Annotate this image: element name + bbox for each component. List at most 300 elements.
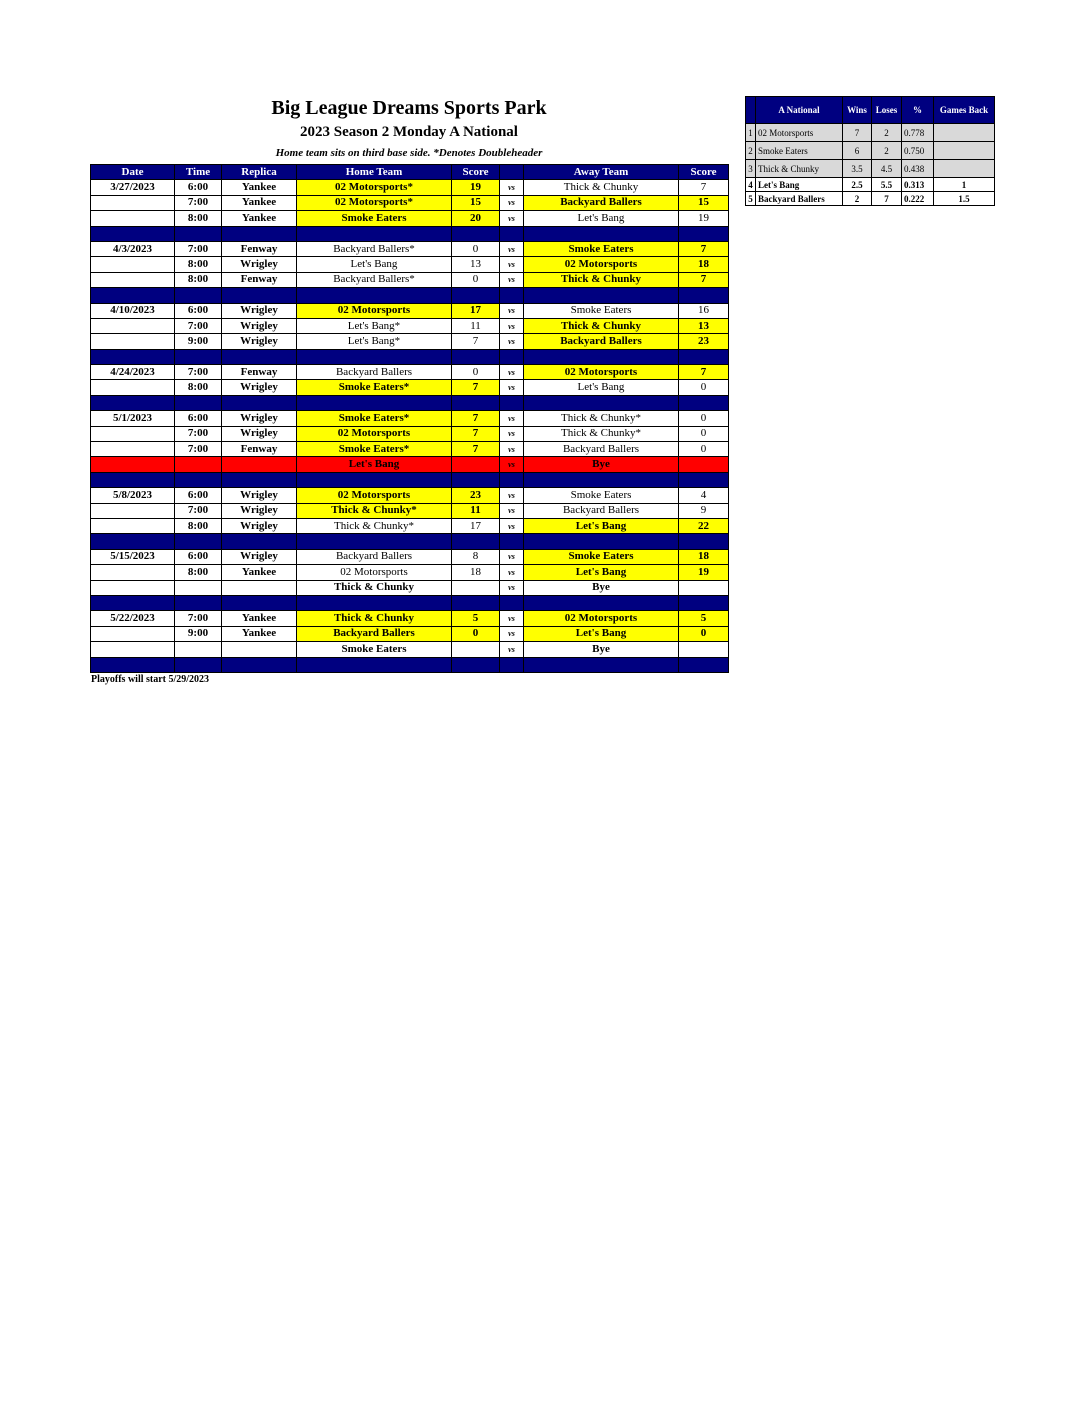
away-team-cell: Let's Bang xyxy=(524,565,679,580)
replica-cell xyxy=(222,642,297,657)
vs-label: vs xyxy=(500,241,524,256)
time-cell: 8:00 xyxy=(175,380,222,395)
vs-label: vs xyxy=(500,303,524,318)
replica-cell: Wrigley xyxy=(222,426,297,441)
standings-table xyxy=(745,96,995,206)
date-cell: 4/10/2023 xyxy=(91,303,175,318)
date-cell xyxy=(91,380,175,395)
replica-cell: Wrigley xyxy=(222,257,297,272)
separator-cell xyxy=(297,288,452,303)
standings-pct-cell: 0.438 xyxy=(902,160,934,178)
away-team-cell: 02 Motorsports xyxy=(524,365,679,380)
home-score-cell: 0 xyxy=(452,626,500,641)
standings-rank-header xyxy=(746,97,756,124)
date-cell: 5/1/2023 xyxy=(91,411,175,426)
standings-games-back-cell xyxy=(934,124,995,142)
time-cell: 7:00 xyxy=(175,195,222,210)
time-cell: 6:00 xyxy=(175,411,222,426)
column-header-date: Date xyxy=(91,165,175,180)
replica-cell: Wrigley xyxy=(222,549,297,564)
separator-cell xyxy=(679,349,729,364)
replica-cell: Yankee xyxy=(222,195,297,210)
time-cell: 6:00 xyxy=(175,303,222,318)
week-separator-row xyxy=(91,472,729,487)
separator-cell xyxy=(91,657,175,672)
home-team-cell: Backyard Ballers xyxy=(297,365,452,380)
separator-cell xyxy=(222,395,297,410)
time-cell: 9:00 xyxy=(175,334,222,349)
date-cell xyxy=(91,457,175,472)
vs-label: vs xyxy=(500,580,524,595)
replica-cell: Wrigley xyxy=(222,380,297,395)
game-row xyxy=(91,272,729,287)
schedule-table xyxy=(90,164,729,673)
home-score-cell: 17 xyxy=(452,303,500,318)
separator-cell xyxy=(524,657,679,672)
game-row xyxy=(91,518,729,533)
replica-cell: Wrigley xyxy=(222,411,297,426)
standings-pct-cell: 0.222 xyxy=(902,192,934,206)
home-score-cell: 7 xyxy=(452,426,500,441)
game-row xyxy=(91,380,729,395)
standings-wins-cell: 3.5 xyxy=(843,160,872,178)
replica-cell: Wrigley xyxy=(222,318,297,333)
home-team-cell: Smoke Eaters* xyxy=(297,380,452,395)
away-score-cell: 22 xyxy=(679,518,729,533)
separator-cell xyxy=(297,226,452,241)
vs-label: vs xyxy=(500,257,524,272)
away-team-cell: Thick & Chunky xyxy=(524,180,679,195)
standings-row xyxy=(746,142,995,160)
time-cell: 7:00 xyxy=(175,318,222,333)
game-row xyxy=(91,303,729,318)
separator-cell xyxy=(175,472,222,487)
game-row xyxy=(91,318,729,333)
bye-row xyxy=(91,642,729,657)
away-score-cell: 13 xyxy=(679,318,729,333)
home-score-cell: 7 xyxy=(452,380,500,395)
replica-cell: Yankee xyxy=(222,180,297,195)
home-team-cell: Backyard Ballers* xyxy=(297,241,452,256)
replica-cell: Yankee xyxy=(222,611,297,626)
away-score-cell: 7 xyxy=(679,365,729,380)
time-cell: 7:00 xyxy=(175,365,222,380)
home-score-cell: 8 xyxy=(452,549,500,564)
standings-loses-cell: 2 xyxy=(872,142,902,160)
home-team-cell: Smoke Eaters* xyxy=(297,442,452,457)
column-header-away-team: Away Team xyxy=(524,165,679,180)
date-cell: 5/15/2023 xyxy=(91,549,175,564)
away-score-cell: 7 xyxy=(679,241,729,256)
week-separator-row xyxy=(91,534,729,549)
separator-cell xyxy=(500,472,524,487)
away-score-cell: 0 xyxy=(679,380,729,395)
separator-cell xyxy=(452,288,500,303)
replica-cell xyxy=(222,457,297,472)
separator-cell xyxy=(175,657,222,672)
away-score-cell: 23 xyxy=(679,334,729,349)
away-team-cell: Thick & Chunky xyxy=(524,272,679,287)
separator-cell xyxy=(524,226,679,241)
replica-cell: Fenway xyxy=(222,241,297,256)
time-cell: 9:00 xyxy=(175,626,222,641)
date-cell xyxy=(91,318,175,333)
home-team-cell: 02 Motorsports xyxy=(297,303,452,318)
separator-cell xyxy=(452,349,500,364)
separator-cell xyxy=(91,595,175,610)
game-row xyxy=(91,611,729,626)
away-team-cell: 02 Motorsports xyxy=(524,257,679,272)
away-score-cell: 0 xyxy=(679,626,729,641)
separator-cell xyxy=(91,534,175,549)
replica-cell: Yankee xyxy=(222,211,297,226)
game-row xyxy=(91,211,729,226)
vs-label: vs xyxy=(500,318,524,333)
game-row xyxy=(91,411,729,426)
vs-label: vs xyxy=(500,518,524,533)
away-score-cell xyxy=(679,580,729,595)
game-row xyxy=(91,549,729,564)
vs-label: vs xyxy=(500,211,524,226)
away-score-cell: 7 xyxy=(679,272,729,287)
column-header-home-score: Score xyxy=(452,165,500,180)
standings-pct-cell: 0.313 xyxy=(902,178,934,192)
separator-cell xyxy=(222,226,297,241)
standings-loses-cell: 5.5 xyxy=(872,178,902,192)
column-header-replica: Replica xyxy=(222,165,297,180)
home-score-cell: 7 xyxy=(452,334,500,349)
away-score-cell: 15 xyxy=(679,195,729,210)
date-cell xyxy=(91,211,175,226)
column-header-vs xyxy=(500,165,524,180)
page-subtitle: 2023 Season 2 Monday A National xyxy=(300,124,518,140)
vs-label: vs xyxy=(500,272,524,287)
home-team-cell: 02 Motorsports xyxy=(297,488,452,503)
away-team-cell: Backyard Ballers xyxy=(524,195,679,210)
away-score-cell: 16 xyxy=(679,303,729,318)
separator-cell xyxy=(679,472,729,487)
home-score-cell: 7 xyxy=(452,442,500,457)
separator-cell xyxy=(175,595,222,610)
separator-cell xyxy=(297,472,452,487)
vs-label: vs xyxy=(500,488,524,503)
date-cell xyxy=(91,580,175,595)
standings-row xyxy=(746,178,995,192)
vs-label: vs xyxy=(500,365,524,380)
replica-cell: Fenway xyxy=(222,442,297,457)
away-team-cell: Smoke Eaters xyxy=(524,303,679,318)
playoffs-note: Playoffs will start 5/29/2023 xyxy=(91,674,210,685)
standings-rank-cell: 5 xyxy=(746,192,756,206)
away-team-cell: Let's Bang xyxy=(524,211,679,226)
game-row xyxy=(91,565,729,580)
date-cell: 5/22/2023 xyxy=(91,611,175,626)
replica-cell: Fenway xyxy=(222,365,297,380)
separator-cell xyxy=(500,534,524,549)
time-cell: 8:00 xyxy=(175,272,222,287)
standings-team-cell: 02 Motorsports xyxy=(756,124,843,142)
replica-cell: Yankee xyxy=(222,565,297,580)
standings-row xyxy=(746,160,995,178)
week-separator-row xyxy=(91,595,729,610)
separator-cell xyxy=(297,534,452,549)
date-cell: 3/27/2023 xyxy=(91,180,175,195)
date-cell: 4/3/2023 xyxy=(91,241,175,256)
date-cell xyxy=(91,195,175,210)
away-team-cell: Smoke Eaters xyxy=(524,241,679,256)
standings-loses-cell: 4.5 xyxy=(872,160,902,178)
date-cell xyxy=(91,503,175,518)
home-score-cell: 0 xyxy=(452,365,500,380)
standings-team-cell: Smoke Eaters xyxy=(756,142,843,160)
game-row xyxy=(91,503,729,518)
standings-games-back-cell xyxy=(934,142,995,160)
separator-cell xyxy=(297,395,452,410)
home-team-cell: Backyard Ballers* xyxy=(297,272,452,287)
home-team-cell: 02 Motorsports xyxy=(297,426,452,441)
time-cell: 6:00 xyxy=(175,549,222,564)
home-score-cell: 11 xyxy=(452,503,500,518)
away-score-cell: 9 xyxy=(679,503,729,518)
separator-cell xyxy=(500,395,524,410)
separator-cell xyxy=(679,288,729,303)
separator-cell xyxy=(297,349,452,364)
home-score-cell: 0 xyxy=(452,272,500,287)
game-row xyxy=(91,365,729,380)
standings-wins-cell: 2.5 xyxy=(843,178,872,192)
standings-pct-cell: 0.778 xyxy=(902,124,934,142)
week-separator-row xyxy=(91,395,729,410)
home-team-cell: Thick & Chunky* xyxy=(297,503,452,518)
game-row xyxy=(91,626,729,641)
replica-cell: Yankee xyxy=(222,626,297,641)
home-score-cell xyxy=(452,580,500,595)
time-cell: 8:00 xyxy=(175,211,222,226)
date-cell xyxy=(91,626,175,641)
replica-cell: Fenway xyxy=(222,272,297,287)
separator-cell xyxy=(222,472,297,487)
separator-cell xyxy=(297,657,452,672)
standings-team-cell: Let's Bang xyxy=(756,178,843,192)
separator-cell xyxy=(452,657,500,672)
home-team-cell: Backyard Ballers xyxy=(297,549,452,564)
home-score-cell: 11 xyxy=(452,318,500,333)
away-team-cell: Let's Bang xyxy=(524,518,679,533)
replica-cell xyxy=(222,580,297,595)
home-team-cell: Let's Bang xyxy=(297,257,452,272)
standings-pct-cell: 0.750 xyxy=(902,142,934,160)
away-score-cell: 0 xyxy=(679,426,729,441)
home-score-cell xyxy=(452,457,500,472)
vs-label: vs xyxy=(500,549,524,564)
standings-row xyxy=(746,192,995,206)
separator-cell xyxy=(524,288,679,303)
separator-cell xyxy=(679,226,729,241)
away-score-cell xyxy=(679,642,729,657)
time-cell: 8:00 xyxy=(175,518,222,533)
home-team-cell: Let's Bang* xyxy=(297,318,452,333)
separator-cell xyxy=(500,226,524,241)
separator-cell xyxy=(175,288,222,303)
standings-row xyxy=(746,124,995,142)
separator-cell xyxy=(222,534,297,549)
week-separator-row xyxy=(91,288,729,303)
away-score-cell: 19 xyxy=(679,211,729,226)
away-score-cell: 19 xyxy=(679,565,729,580)
time-cell: 7:00 xyxy=(175,503,222,518)
separator-cell xyxy=(679,657,729,672)
standings-header-wins: Wins xyxy=(843,97,872,124)
home-team-cell: 02 Motorsports xyxy=(297,565,452,580)
separator-cell xyxy=(91,472,175,487)
home-team-cell: Let's Bang xyxy=(297,457,452,472)
separator-cell xyxy=(452,226,500,241)
separator-cell xyxy=(452,472,500,487)
replica-cell: Wrigley xyxy=(222,503,297,518)
separator-cell xyxy=(175,395,222,410)
home-score-cell: 19 xyxy=(452,180,500,195)
time-cell: 7:00 xyxy=(175,241,222,256)
vs-label: vs xyxy=(500,195,524,210)
away-team-cell: Backyard Ballers xyxy=(524,334,679,349)
away-team-cell: Bye xyxy=(524,642,679,657)
away-team-cell: Thick & Chunky xyxy=(524,318,679,333)
game-row xyxy=(91,180,729,195)
game-row xyxy=(91,195,729,210)
vs-label: vs xyxy=(500,626,524,641)
separator-cell xyxy=(222,349,297,364)
separator-cell xyxy=(222,288,297,303)
schedule-note: Home team sits on third base side. *Denotes Doubleheader xyxy=(275,147,543,159)
separator-cell xyxy=(175,226,222,241)
standings-rank-cell: 2 xyxy=(746,142,756,160)
separator-cell xyxy=(500,349,524,364)
standings-header-games-back: Games Back xyxy=(934,97,995,124)
time-cell xyxy=(175,642,222,657)
column-header-time: Time xyxy=(175,165,222,180)
date-cell xyxy=(91,426,175,441)
replica-cell: Wrigley xyxy=(222,303,297,318)
time-cell: 7:00 xyxy=(175,442,222,457)
time-cell: 7:00 xyxy=(175,611,222,626)
separator-cell xyxy=(500,288,524,303)
schedule-header-row xyxy=(91,165,729,180)
separator-cell xyxy=(500,595,524,610)
home-score-cell: 18 xyxy=(452,565,500,580)
away-score-cell: 4 xyxy=(679,488,729,503)
home-team-cell: Thick & Chunky* xyxy=(297,518,452,533)
game-row xyxy=(91,334,729,349)
replica-cell: Wrigley xyxy=(222,334,297,349)
week-separator-row xyxy=(91,657,729,672)
separator-cell xyxy=(222,595,297,610)
standings-header-pct: % xyxy=(902,97,934,124)
standings-header-row xyxy=(746,97,995,124)
separator-cell xyxy=(452,395,500,410)
away-score-cell: 7 xyxy=(679,180,729,195)
away-team-cell: Smoke Eaters xyxy=(524,488,679,503)
standings-team-cell: Backyard Ballers xyxy=(756,192,843,206)
separator-cell xyxy=(91,288,175,303)
standings-header-division: A National xyxy=(756,97,843,124)
home-score-cell: 7 xyxy=(452,411,500,426)
standings-wins-cell: 6 xyxy=(843,142,872,160)
home-score-cell: 23 xyxy=(452,488,500,503)
vs-label: vs xyxy=(500,442,524,457)
separator-cell xyxy=(500,657,524,672)
standings-loses-cell: 2 xyxy=(872,124,902,142)
separator-cell xyxy=(452,595,500,610)
separator-cell xyxy=(452,534,500,549)
vs-label: vs xyxy=(500,503,524,518)
home-score-cell: 13 xyxy=(452,257,500,272)
standings-wins-cell: 2 xyxy=(843,192,872,206)
vs-label: vs xyxy=(500,611,524,626)
separator-cell xyxy=(524,395,679,410)
vs-label: vs xyxy=(500,334,524,349)
away-team-cell: Backyard Ballers xyxy=(524,503,679,518)
home-team-cell: 02 Motorsports* xyxy=(297,180,452,195)
replica-cell: Wrigley xyxy=(222,518,297,533)
separator-cell xyxy=(524,595,679,610)
bye-row xyxy=(91,457,729,472)
away-score-cell: 0 xyxy=(679,442,729,457)
home-team-cell: Thick & Chunky xyxy=(297,611,452,626)
home-team-cell: Thick & Chunky xyxy=(297,580,452,595)
time-cell: 7:00 xyxy=(175,426,222,441)
home-team-cell: Smoke Eaters xyxy=(297,211,452,226)
home-team-cell: Backyard Ballers xyxy=(297,626,452,641)
home-score-cell: 0 xyxy=(452,241,500,256)
vs-label: vs xyxy=(500,426,524,441)
standings-games-back-cell: 1.5 xyxy=(934,192,995,206)
separator-cell xyxy=(175,534,222,549)
home-score-cell: 20 xyxy=(452,211,500,226)
game-row xyxy=(91,257,729,272)
separator-cell xyxy=(679,534,729,549)
separator-cell xyxy=(524,534,679,549)
away-score-cell: 5 xyxy=(679,611,729,626)
separator-cell xyxy=(524,472,679,487)
home-score-cell: 17 xyxy=(452,518,500,533)
standings-games-back-cell: 1 xyxy=(934,178,995,192)
away-team-cell: Bye xyxy=(524,457,679,472)
date-cell xyxy=(91,442,175,457)
date-cell: 5/8/2023 xyxy=(91,488,175,503)
home-score-cell: 15 xyxy=(452,195,500,210)
away-team-cell: Thick & Chunky* xyxy=(524,411,679,426)
date-cell xyxy=(91,257,175,272)
home-team-cell: 02 Motorsports* xyxy=(297,195,452,210)
separator-cell xyxy=(175,349,222,364)
separator-cell xyxy=(679,395,729,410)
vs-label: vs xyxy=(500,457,524,472)
time-cell: 6:00 xyxy=(175,488,222,503)
standings-games-back-cell xyxy=(934,160,995,178)
separator-cell xyxy=(524,349,679,364)
date-cell xyxy=(91,334,175,349)
time-cell: 8:00 xyxy=(175,565,222,580)
separator-cell xyxy=(679,595,729,610)
time-cell: 6:00 xyxy=(175,180,222,195)
column-header-away-score: Score xyxy=(679,165,729,180)
home-team-cell: Let's Bang* xyxy=(297,334,452,349)
away-score-cell xyxy=(679,457,729,472)
standings-loses-cell: 7 xyxy=(872,192,902,206)
vs-label: vs xyxy=(500,642,524,657)
vs-label: vs xyxy=(500,380,524,395)
vs-label: vs xyxy=(500,411,524,426)
